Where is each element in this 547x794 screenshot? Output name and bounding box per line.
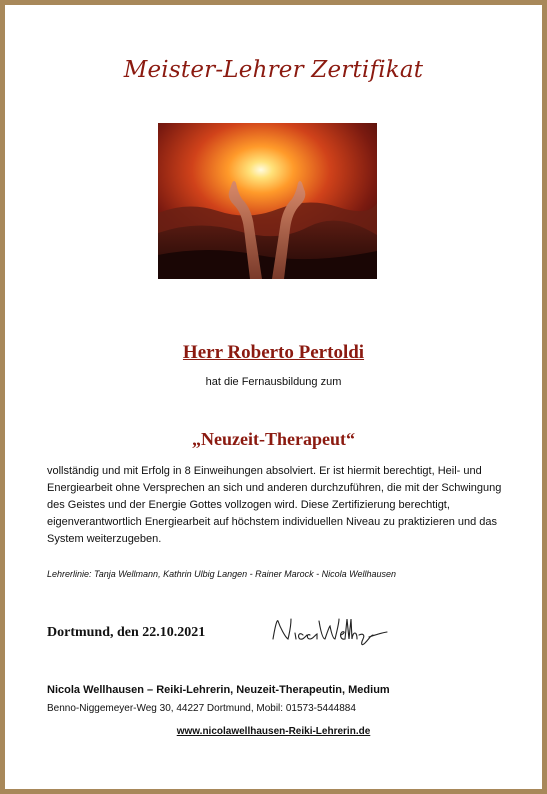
footer-address: Benno-Niggemeyer-Weg 30, 44227 Dortmund, Mobil: 01573-5444884 [47,703,356,714]
certificate-title: Meister-Lehrer Zertifikat [123,57,424,83]
handwritten-signature [269,613,391,649]
certificate-body: vollständig und mit Erfolg in 8 Einweihungen absolviert. Er ist hiermit berechtigt, Heil- und Energiearbeit ohne Versprechen an sich und anderen durchzuführen, die mit der Schwingung des Geistes und der Energie Gottes vollzogen wird. Diese Zertifizierung berechtigt, eigenverantwortlich Energiearbeit auf höchstem individuellen Niveau zu praktizieren und das System weiterzugeben. [47,465,502,545]
sunset-hands-photo [158,123,377,279]
footer-name-line: Nicola Wellhausen – Reiki-Lehrerin, Neuzeit-Therapeutin, Medium [47,684,390,696]
teacher-lineage: Lehrerlinie: Tanja Wellmann, Kathrin Ulbig Langen - Rainer Marock - Nicola Wellhausen [47,569,397,579]
place-date: Dortmund, den 22.10.2021 [47,625,206,640]
course-title: „Neuzeit-Therapeut“ [192,429,355,449]
recipient-name: Herr Roberto Pertoldi [182,342,365,363]
website-link[interactable]: www.nicolawellhausen-Reiki-Lehrerin.de [176,726,371,737]
intro-text: hat die Fernausbildung zum [205,376,342,388]
